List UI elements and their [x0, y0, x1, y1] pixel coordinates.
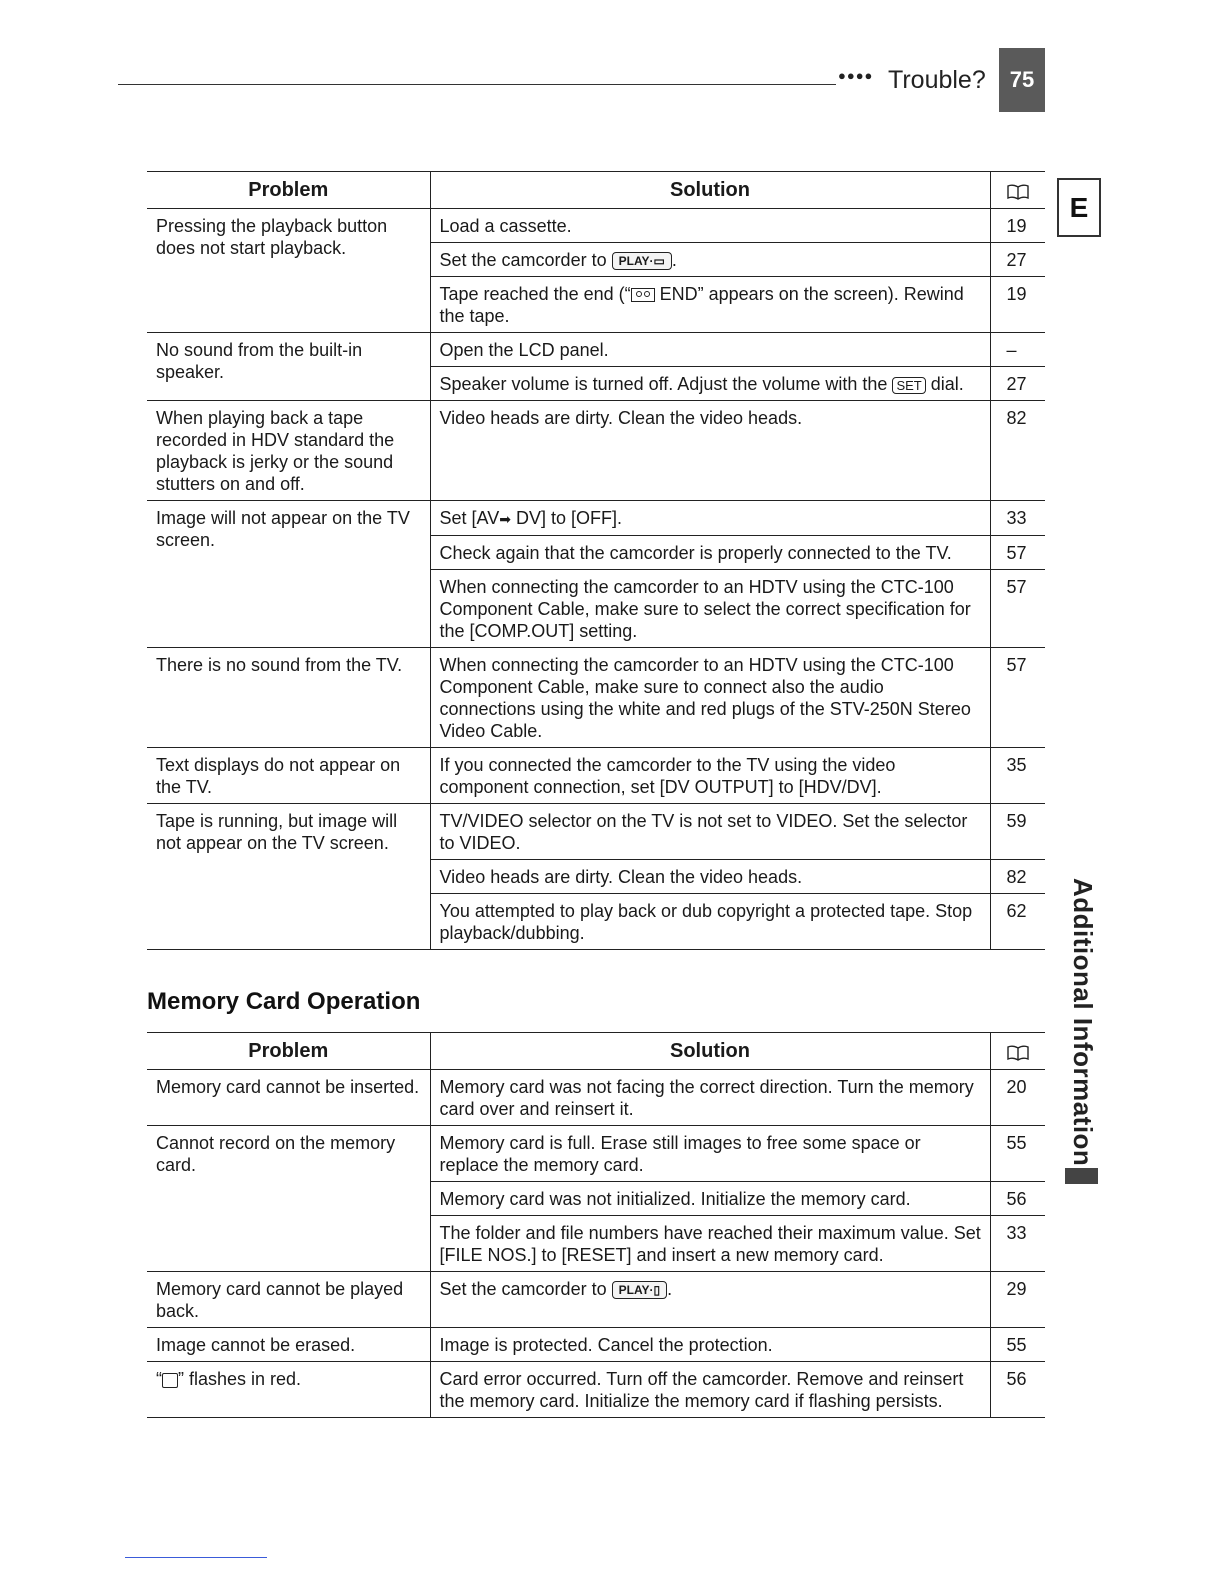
- problem-cell: Image cannot be erased.: [147, 1328, 430, 1362]
- page-ref: 55: [990, 1126, 1045, 1182]
- page-ref: 19: [990, 277, 1045, 333]
- page-ref: 57: [990, 536, 1045, 570]
- table-row: [147, 209, 1045, 243]
- book-icon: [1007, 1044, 1029, 1060]
- page-ref: 82: [990, 401, 1045, 501]
- table-row: [147, 333, 1045, 367]
- page-ref-header: [990, 1033, 1045, 1070]
- memory-card-icon: [162, 1373, 178, 1388]
- solution-text: Set [AV: [439, 508, 500, 528]
- page-ref: 29: [990, 1272, 1045, 1328]
- page-ref: –: [990, 333, 1045, 367]
- solution-cell: Memory card was not initialized. Initialize the memory card.: [430, 1182, 990, 1216]
- header-dots: ●●●●: [838, 68, 874, 83]
- table-row: [147, 401, 1045, 501]
- page-ref: 33: [990, 501, 1045, 536]
- page-ref: 57: [990, 648, 1045, 748]
- problem-cell: Memory card cannot be played back.: [147, 1272, 430, 1328]
- page-ref: 33: [990, 1216, 1045, 1272]
- solution-cell: Card error occurred. Turn off the camcorder. Remove and reinsert the memory card. Initialize the memory card if flashing persists.: [430, 1362, 990, 1418]
- solution-cell: [430, 501, 990, 536]
- table-row: [147, 648, 1045, 748]
- table-row: [147, 1272, 1045, 1328]
- page-ref: 59: [990, 804, 1045, 860]
- problem-cell: Text displays do not appear on the TV.: [147, 748, 430, 804]
- trouble-table-memory-card: [147, 1032, 1045, 1418]
- side-marker-block: [1065, 1168, 1098, 1184]
- language-tab: E: [1057, 178, 1101, 237]
- problem-cell: Memory card cannot be inserted.: [147, 1070, 430, 1126]
- problem-cell: Pressing the playback button does not start playback.: [147, 209, 430, 333]
- problem-header: Problem: [147, 172, 430, 209]
- table-row: [147, 1070, 1045, 1126]
- page-ref-header: [990, 172, 1045, 209]
- page-number: 75: [999, 48, 1045, 112]
- table-row: [147, 1126, 1045, 1182]
- solution-cell: Memory card is full. Erase still images to free some space or replace the memory card.: [430, 1126, 990, 1182]
- page-ref: 27: [990, 367, 1045, 401]
- section-side-label: Additional Information: [1068, 878, 1098, 1167]
- page-ref: 62: [990, 894, 1045, 950]
- page-ref: 82: [990, 860, 1045, 894]
- solution-cell: When connecting the camcorder to an HDTV using the CTC-100 Component Cable, make sure to select the correct specification for the [COMP.OUT] setting.: [430, 570, 990, 648]
- solution-cell: You attempted to play back or dub copyright a protected tape. Stop playback/dubbing.: [430, 894, 990, 950]
- problem-text: ” flashes in red.: [178, 1369, 302, 1389]
- solution-text: Speaker volume is turned off. Adjust the volume with the: [439, 374, 888, 394]
- problem-cell: No sound from the built-in speaker.: [147, 333, 430, 401]
- solution-cell: [430, 243, 990, 277]
- table-row: [147, 1362, 1045, 1418]
- solution-cell: When connecting the camcorder to an HDTV using the CTC-100 Component Cable, make sure to connect also the audio connections using the white and red plugs of the STV-250N Stereo Video Cable.: [430, 648, 990, 748]
- table-header-row: [147, 172, 1045, 209]
- solution-text: Set the camcorder to: [439, 1279, 607, 1299]
- problem-cell: There is no sound from the TV.: [147, 648, 430, 748]
- problem-header: Problem: [147, 1033, 430, 1070]
- set-button-icon: SET: [892, 377, 925, 394]
- section-title-memory-card: Memory Card Operation: [147, 988, 421, 1015]
- play-tape-mode-icon: PLAY·▭: [612, 252, 672, 270]
- solution-header: Solution: [430, 1033, 990, 1070]
- solution-cell: The folder and file numbers have reached their maximum value. Set [FILE NOS.] to [RESET] and insert a new memory card.: [430, 1216, 990, 1272]
- solution-text: Tape reached the end (“: [439, 284, 631, 304]
- solution-text: END” appears on the screen). Rewind the tape.: [439, 284, 964, 326]
- problem-cell: Cannot record on the memory card.: [147, 1126, 430, 1272]
- solution-cell: [430, 1272, 990, 1328]
- solution-cell: Memory card was not facing the correct direction. Turn the memory card over and reinsert it.: [430, 1070, 990, 1126]
- bottom-link-line: [125, 1557, 267, 1558]
- page-ref: 19: [990, 209, 1045, 243]
- page-ref: 57: [990, 570, 1045, 648]
- solution-cell: Video heads are dirty. Clean the video heads.: [430, 860, 990, 894]
- solution-text: DV] to [OFF].: [510, 508, 622, 528]
- solution-text: dial.: [930, 374, 964, 394]
- problem-cell: When playing back a tape recorded in HDV standard the playback is jerky or the sound stutters on and off.: [147, 401, 430, 501]
- solution-cell: Open the LCD panel.: [430, 333, 990, 367]
- book-icon: [1007, 183, 1029, 199]
- table-row: [147, 748, 1045, 804]
- page-ref: 55: [990, 1328, 1045, 1362]
- page-ref: 35: [990, 748, 1045, 804]
- table-row: [147, 501, 1045, 536]
- arrow-right-icon: ➡: [499, 511, 511, 528]
- solution-cell: Check again that the camcorder is properly connected to the TV.: [430, 536, 990, 570]
- table-header-row: [147, 1033, 1045, 1070]
- header-title: Trouble?: [888, 66, 986, 94]
- solution-cell: Image is protected. Cancel the protection.: [430, 1328, 990, 1362]
- problem-cell: [147, 1362, 430, 1418]
- solution-text: .: [671, 250, 677, 270]
- solution-header: Solution: [430, 172, 990, 209]
- solution-cell: If you connected the camcorder to the TV using the video component connection, set [DV OUTPUT] to [HDV/DV].: [430, 748, 990, 804]
- problem-cell: Tape is running, but image will not appear on the TV screen.: [147, 804, 430, 950]
- solution-cell: TV/VIDEO selector on the TV is not set to VIDEO. Set the selector to VIDEO.: [430, 804, 990, 860]
- problem-cell: Image will not appear on the TV screen.: [147, 501, 430, 648]
- trouble-table-playback: [147, 171, 1045, 950]
- play-card-mode-icon: PLAY·▯: [612, 1281, 668, 1299]
- header-rule: [118, 84, 836, 85]
- tape-icon: [631, 288, 655, 302]
- solution-cell: [430, 277, 990, 333]
- problem-text: “: [156, 1369, 162, 1389]
- solution-cell: Video heads are dirty. Clean the video heads.: [430, 401, 990, 501]
- solution-cell: [430, 367, 990, 401]
- table-row: [147, 1328, 1045, 1362]
- solution-text: Set the camcorder to: [439, 250, 607, 270]
- solution-text: .: [667, 1279, 673, 1299]
- page-ref: 56: [990, 1362, 1045, 1418]
- page-ref: 27: [990, 243, 1045, 277]
- page-ref: 56: [990, 1182, 1045, 1216]
- solution-cell: Load a cassette.: [430, 209, 990, 243]
- table-row: [147, 804, 1045, 860]
- page-ref: 20: [990, 1070, 1045, 1126]
